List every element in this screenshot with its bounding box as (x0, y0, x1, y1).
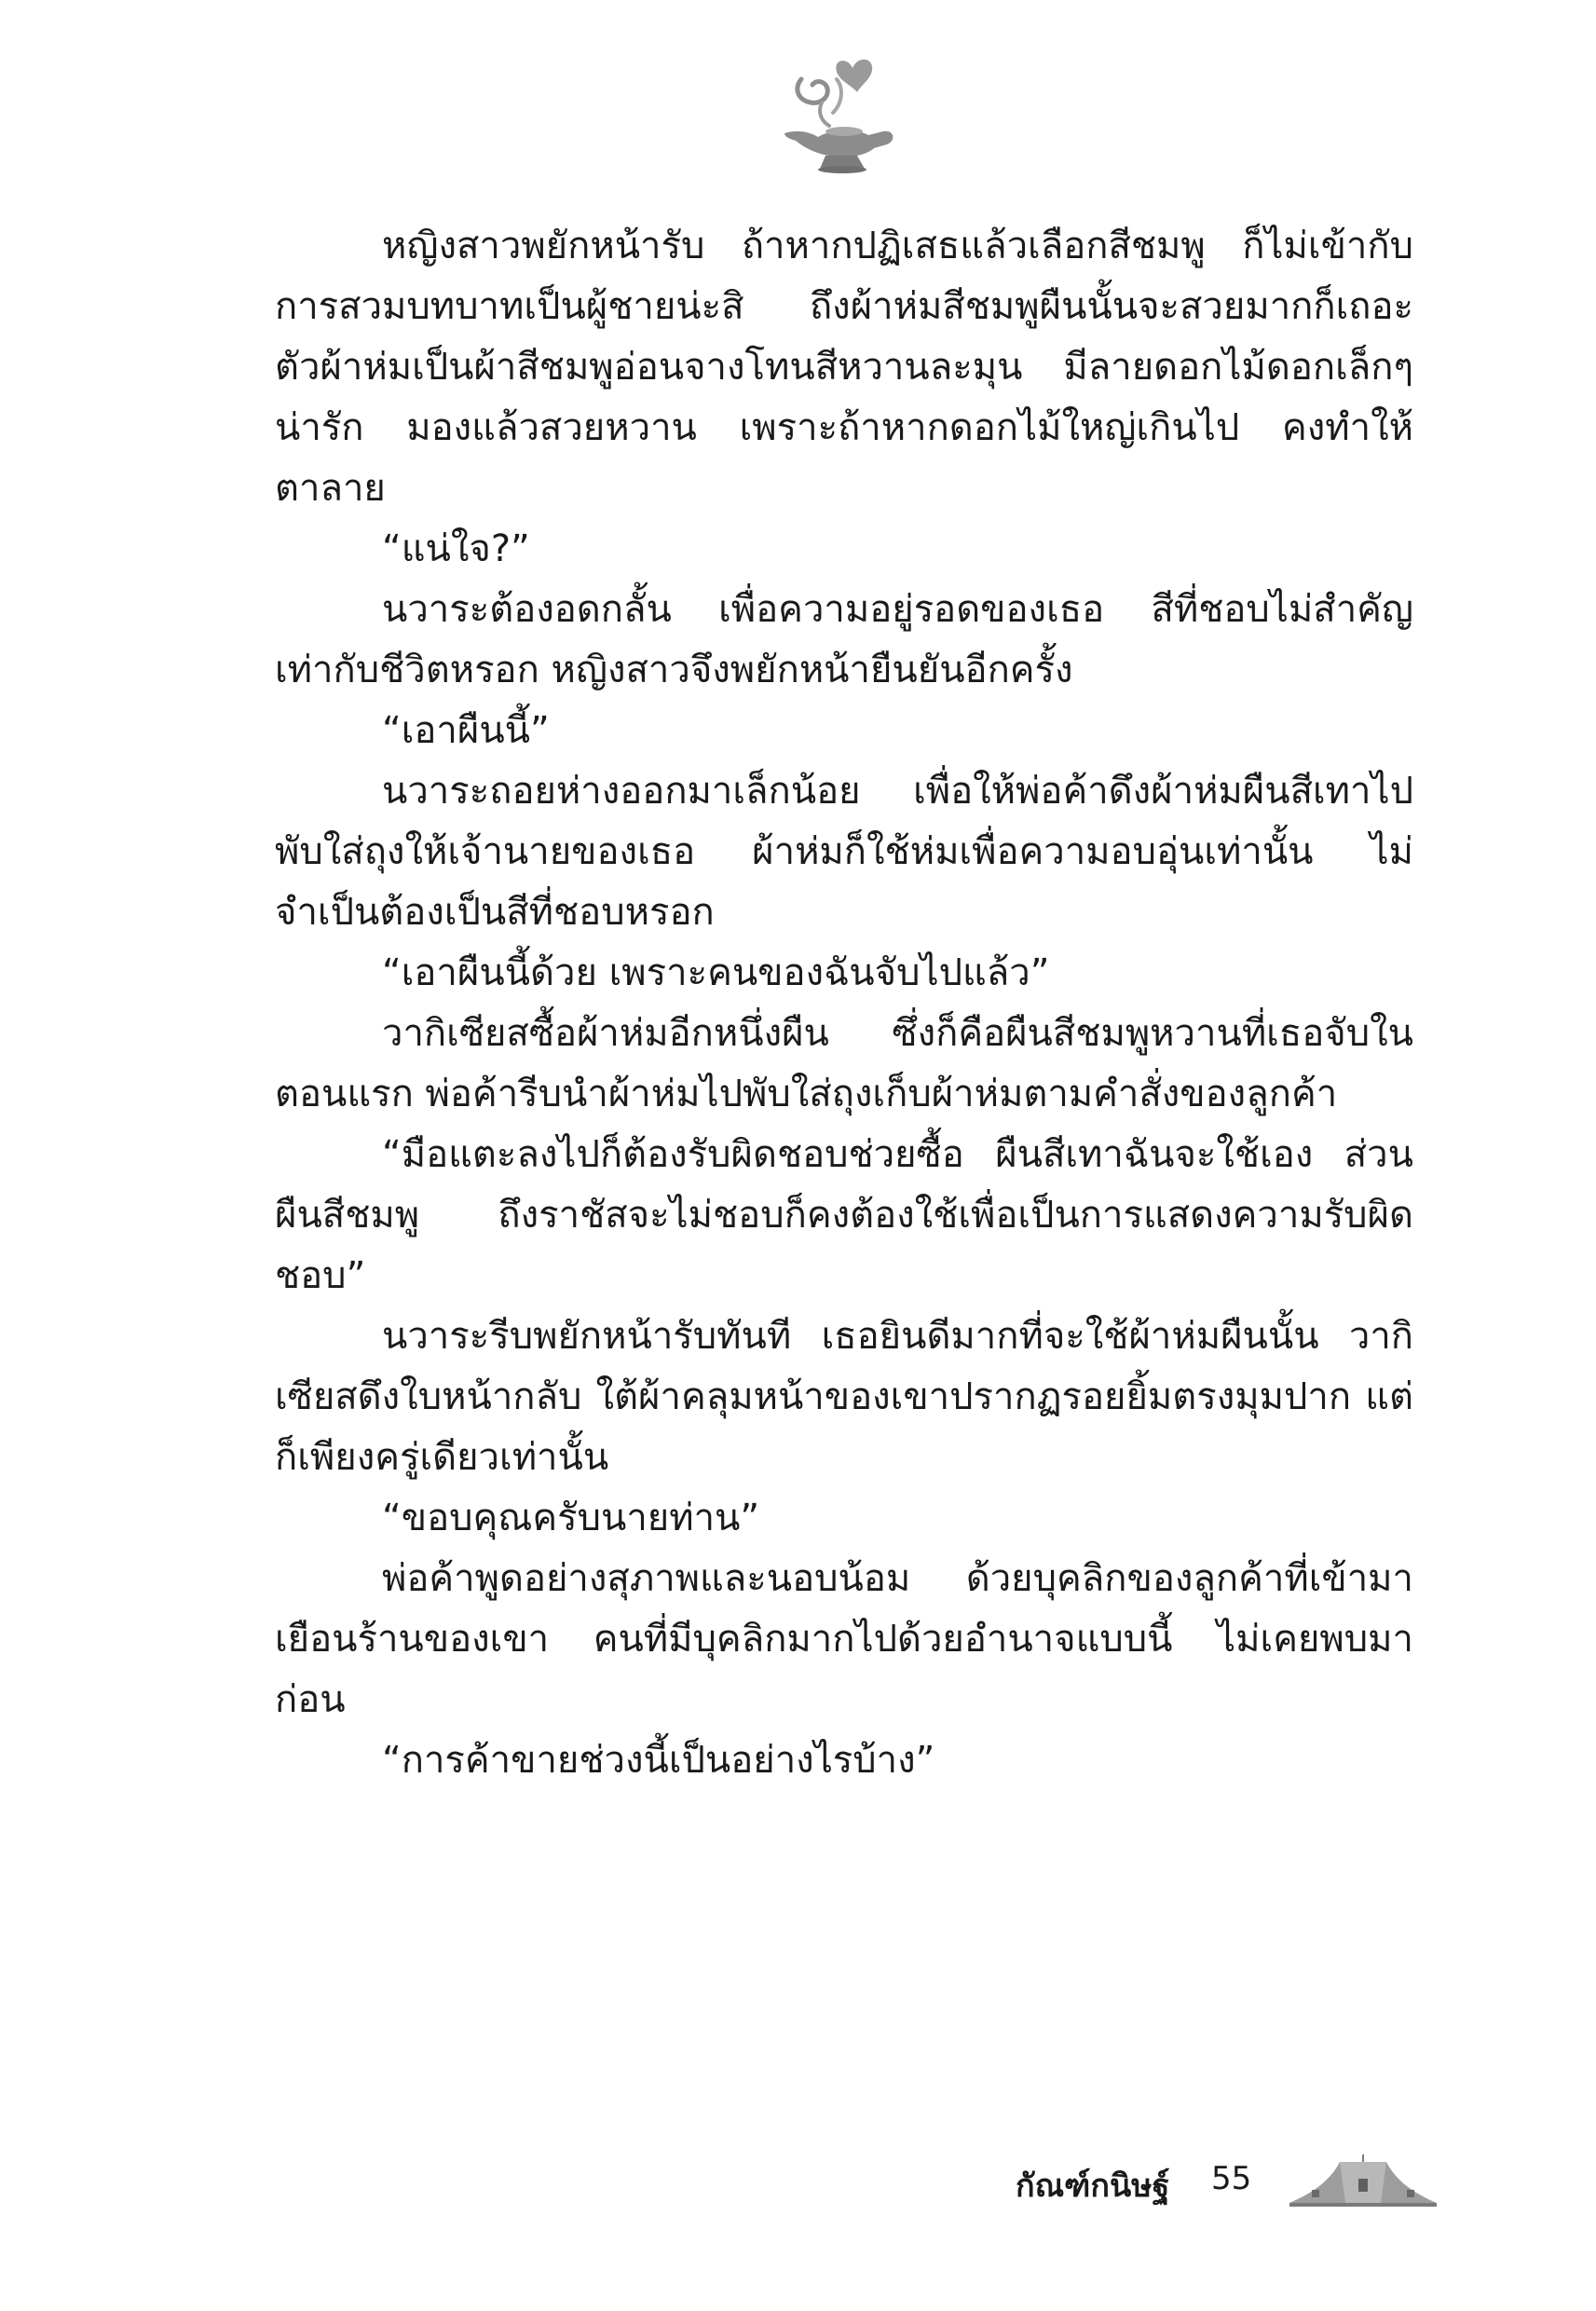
genie-lamp-icon (764, 51, 904, 177)
dialogue-line: “ขอบคุณครับนายท่าน” (382, 1497, 760, 1539)
body-text (275, 216, 1413, 1791)
paragraph: พ่อค้าพูดอย่างสุภาพและนอบน้อม ด้วยบุคลิกของลูกค้าที่เข้ามาเยือนร้านของเขา คนที่มีบุคลิกมากไปด้วยอำนาจแบบนี้ ไม่เคยพบมาก่อน (275, 1557, 1413, 1721)
paragraph: นวาระต้องอดกลั้น เพื่อความอยู่รอดของเธอ สีที่ชอบไม่สำคัญเท่ากับชีวิตหรอก หญิงสาวจึงพยักหน้ายืนยันอีกครั้ง (275, 588, 1413, 691)
page-number: 55 (1211, 2160, 1252, 2197)
dialogue-line: “การค้าขายช่วงนี้เป็นอย่างไรบ้าง” (382, 1739, 935, 1782)
paragraph: นวาระรีบพยักหน้ารับทันที เธอยินดีมากที่จะใช้ผ้าห่มผืนนั้น วากิเซียสดึงใบหน้ากลับ ใต้ผ้าคลุมหน้าของเขาปรากฏรอยยิ้มตรงมุมปาก แต่ก็เพียงครู่เดียวเท่านั้น (275, 1315, 1413, 1479)
paragraph: หญิงสาวพยักหน้ารับ ถ้าหากปฏิเสธแล้วเลือกสีชมพู ก็ไม่เข้ากับการสวมบทบาทเป็นผู้ชายน่ะสิ ถึงผ้าห่มสีชมพูผืนนั้นจะสวยมากก็เถอะ ตัวผ้าห่มเป็นผ้าสีชมพูอ่อนจางโทนสีหวานละมุน มีลายดอกไม้ดอกเล็กๆ น่ารัก มองแล้วสวยหวาน เพราะถ้าหากดอกไม้ใหญ่เกินไป คงทำให้ตาลาย (275, 225, 1413, 510)
page-footer (0, 2153, 1596, 2227)
paragraph: วากิเซียสซื้อผ้าห่มอีกหนึ่งผืน ซึ่งก็คือผืนสีชมพูหวานที่เธอจับในตอนแรก พ่อค้ารีบนำผ้าห่มไปพับใส่ถุงเก็บผ้าห่มตามคำสั่งของลูกค้า (275, 1012, 1413, 1115)
dialogue-line: “แน่ใจ?” (382, 527, 530, 570)
dialogue-line: “เอาผืนนี้” (382, 709, 550, 752)
dialogue-line: “มือแตะลงไปก็ต้องรับผิดชอบช่วยซื้อ ผืนสีเทาฉันจะใช้เอง ส่วนผืนสีชมพู ถึงราชัสจะไม่ชอบก็คงต้องใช้เพื่อเป็นการแสดงความรับผิดชอบ” (275, 1133, 1413, 1297)
dialogue-line: “เอาผืนนี้ด้วย เพราะคนของฉันจับไปแล้ว” (382, 951, 1050, 994)
paragraph: นวาระถอยห่างออกมาเล็กน้อย เพื่อให้พ่อค้าดึงผ้าห่มผืนสีเทาไปพับใส่ถุงให้เจ้านายของเธอ ผ้าห่มก็ใช้ห่มเพื่อความอบอุ่นเท่านั้น ไม่จำเป็นต้องเป็นสีที่ชอบหรอก (275, 770, 1413, 934)
tent-icon (1284, 2153, 1442, 2210)
book-title: กัณฑ์กนิษฐ์ (1016, 2167, 1170, 2205)
